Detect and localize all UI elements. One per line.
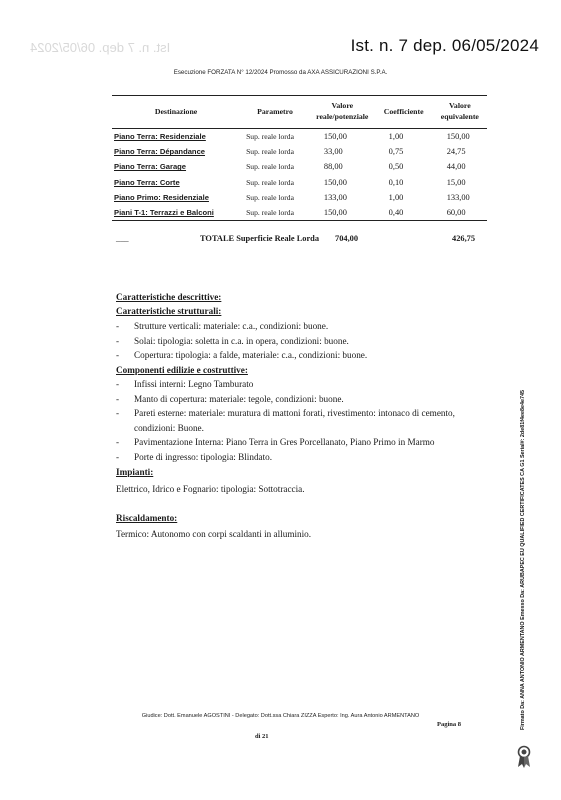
list-item-text: Pareti esterne: materiale: muratura di mattoni forati, rivestimento: intonaco di cemento, bbox=[134, 408, 455, 418]
cell-dest: Piano Terra: Garage bbox=[114, 162, 187, 172]
heading-componenti: Componenti edilizie e costruttive: bbox=[116, 365, 248, 375]
cell-valore: 150,00 bbox=[323, 132, 347, 142]
cell-param: Sup. reale lorda bbox=[246, 208, 294, 218]
deposit-stamp: Ist. n. 7 dep. 06/05/2024 bbox=[350, 36, 539, 55]
digital-signature: Firmato Da: ANNA ANTONIO ARMENTANO Emesso Da: ARUBAPEC EU QUALIFIED CERTIFICATES CA G1 Serial#: 2de81f4ee8e4e745 bbox=[520, 390, 526, 730]
cell-equiv: 133,00 bbox=[446, 192, 470, 202]
bullet-dash: - bbox=[116, 321, 120, 331]
impianti-text: Elettrico, Idrico e Fognario: tipologia: Sottotraccia. bbox=[116, 484, 305, 494]
cell-param: Sup. reale lorda bbox=[246, 162, 294, 172]
list-item-text: Manto di copertura: materiale: tegole, condizioni: buone. bbox=[134, 394, 344, 404]
table-row bbox=[112, 129, 487, 145]
cell-dest: Piano Terra: Corte bbox=[114, 177, 180, 187]
total-row bbox=[112, 234, 487, 248]
cell-valore: 33,00 bbox=[323, 147, 343, 157]
list-item-text: Porte di ingresso: tipologia: Blindato. bbox=[134, 452, 273, 462]
document-header: Esecuzione FORZATA N° 12/2024 Promosso da AXA ASSICURAZIONI S.P.A. bbox=[173, 69, 388, 76]
cell-coeff: 1,00 bbox=[388, 132, 404, 142]
cell-equiv: 24,75 bbox=[446, 147, 466, 157]
col-destinazione: Destinazione bbox=[154, 106, 198, 116]
table-row bbox=[112, 159, 487, 174]
cell-dest: Piano Terra: Dépandance bbox=[114, 147, 206, 157]
cell-dest: Piano Terra: Residenziale bbox=[114, 132, 206, 142]
cell-valore: 150,00 bbox=[323, 177, 347, 187]
table-row bbox=[112, 144, 487, 159]
heading-caratteristiche: Caratteristiche descrittive: bbox=[116, 292, 222, 302]
bullet-dash: - bbox=[116, 394, 120, 404]
page-footer: Giudice: Dott. Emanuele AGOSTINI - Delegato: Dott.ssa Chiara ZIZZA Esperto: Ing. Aura Antonio ARMENTANO bbox=[141, 713, 420, 719]
heading-impianti: Impianti: bbox=[116, 467, 154, 477]
cell-valore: 88,00 bbox=[323, 162, 343, 172]
surface-table bbox=[112, 95, 487, 221]
cell-param: Sup. reale lorda bbox=[246, 177, 294, 187]
list-item-text: Solai: tipologia: soletta in c.a. in opera, condizioni: buone. bbox=[134, 336, 349, 346]
bleed-through-stamp: Ist. n. 7 dep. 06/05/2024 bbox=[30, 40, 171, 55]
cell-param: Sup. reale lorda bbox=[246, 192, 294, 202]
riscaldamento-text: Termico: Autonomo con corpi scaldanti in alluminio. bbox=[116, 529, 312, 539]
bullet-dash: - bbox=[116, 350, 120, 360]
cell-coeff: 0,40 bbox=[388, 208, 404, 218]
heading-strutturali: Caratteristiche strutturali: bbox=[116, 306, 222, 316]
list-item-text: Copertura: tipologia: a falde, materiale: c.a., condizioni: buone. bbox=[134, 350, 368, 360]
bullet-dash: - bbox=[116, 408, 120, 418]
table-header-row bbox=[112, 96, 487, 129]
page-number: Pagina 8 bbox=[437, 721, 462, 728]
cell-param: Sup. reale lorda bbox=[246, 132, 294, 142]
cell-dest: Piano Primo: Residenziale bbox=[114, 192, 209, 202]
col-parametro: Parametro bbox=[257, 106, 293, 116]
cell-coeff: 0,10 bbox=[388, 177, 404, 187]
bullet-dash: - bbox=[116, 336, 120, 346]
cell-coeff: 0,75 bbox=[388, 147, 404, 157]
bullet-dash: - bbox=[116, 437, 120, 447]
cell-coeff: 1,00 bbox=[388, 192, 404, 202]
cell-param: Sup. reale lorda bbox=[246, 147, 294, 157]
cell-dest: Piani T-1: Terrazzi e Balconi bbox=[114, 208, 214, 218]
total-valore: 704,00 bbox=[335, 234, 359, 243]
total-label: TOTALE Superficie Reale Lorda bbox=[200, 234, 320, 243]
col-valore: Valore reale/potenziale bbox=[316, 101, 369, 121]
bullet-dash: - bbox=[116, 379, 120, 389]
total-equiv: 426,75 bbox=[452, 234, 476, 243]
list-item-text: condizioni: Buone. bbox=[134, 423, 204, 433]
table-row bbox=[112, 175, 487, 190]
list-item-text: Pavimentazione Interna: Piano Terra in Gres Porcellanato, Piano Primo in Marmo bbox=[134, 437, 435, 447]
col-equivalente: Valore equivalente bbox=[440, 101, 479, 121]
cell-valore: 150,00 bbox=[323, 208, 347, 218]
cell-equiv: 60,00 bbox=[446, 208, 466, 218]
cell-equiv: 44,00 bbox=[446, 162, 466, 172]
heading-riscaldamento: Riscaldamento: bbox=[116, 513, 178, 523]
table-row bbox=[112, 190, 487, 205]
seal-ribbon-icon bbox=[515, 745, 533, 769]
table-row bbox=[112, 205, 487, 221]
cell-coeff: 0,50 bbox=[388, 162, 404, 172]
total-dash: ___ bbox=[116, 234, 129, 243]
cell-equiv: 150,00 bbox=[446, 132, 470, 142]
page-total: di 21 bbox=[255, 733, 269, 740]
col-coefficiente: Coefficiente bbox=[383, 106, 424, 116]
list-item-text: Infissi interni: Legno Tamburato bbox=[134, 379, 254, 389]
cell-equiv: 15,00 bbox=[446, 177, 466, 187]
cell-valore: 133,00 bbox=[323, 192, 347, 202]
bullet-dash: - bbox=[116, 452, 120, 462]
list-item-text: Strutture verticali: materiale: c.a., condizioni: buone. bbox=[134, 321, 329, 331]
